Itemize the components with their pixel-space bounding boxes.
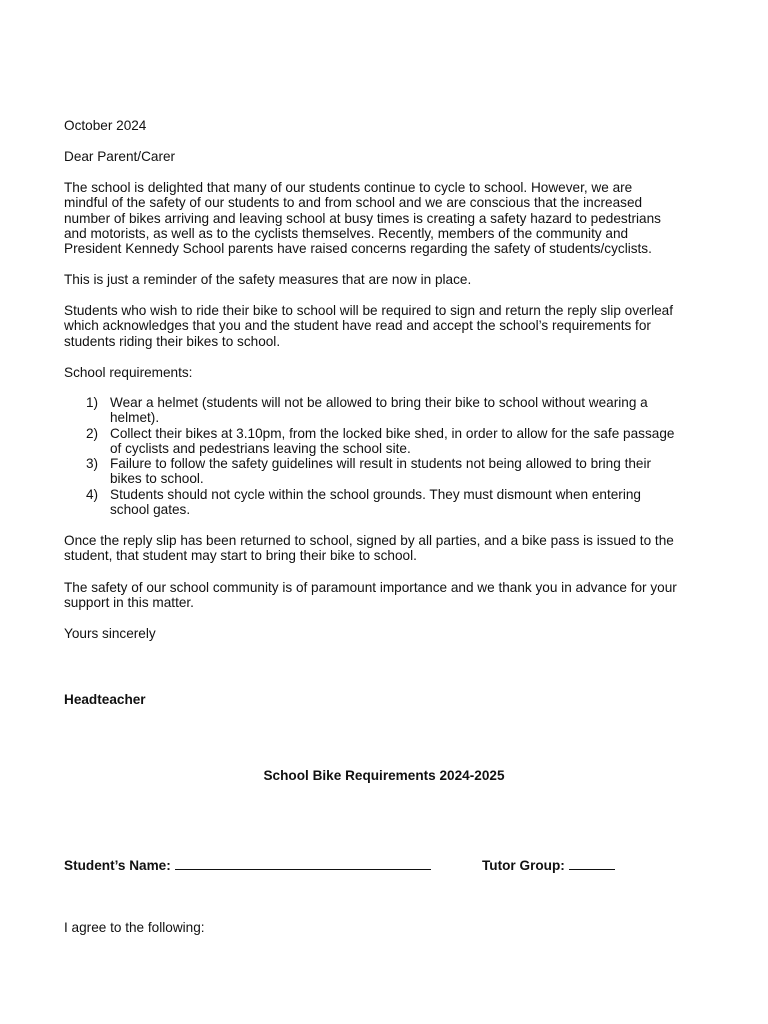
requirements-list <box>64 395 714 517</box>
text-line: student, that student may start to bring their bike to school. <box>64 548 417 564</box>
form-title: School Bike Requirements 2024-2025 <box>263 768 505 783</box>
paragraph-reply-slip <box>64 303 714 349</box>
text-line: Students who wish to ride their bike to school will be required to sign and return the reply slip overleaf <box>64 303 674 318</box>
list-number: 1) <box>86 395 99 410</box>
list-item <box>64 487 714 518</box>
text-line: Collect their bikes at 3.10pm, from the locked bike shed, in order to allow for the safe passage <box>110 425 675 441</box>
text-line: Failure to follow the safety guidelines will result in students not being allowed to bring their <box>110 456 652 472</box>
list-item <box>64 426 714 457</box>
list-item <box>64 456 714 487</box>
paragraph-safety-concerns <box>64 180 714 256</box>
paragraph-bike-pass <box>64 533 714 564</box>
text-line: students riding their bikes to school. <box>64 333 281 349</box>
student-details-row <box>64 858 714 873</box>
student-name-label: Student’s Name: <box>64 858 171 873</box>
text-line: number of bikes arriving and leaving school at busy times is creating a safety hazard to pedestrians <box>64 210 661 226</box>
tutor-group-field[interactable] <box>569 858 615 870</box>
tutor-group-label: Tutor Group: <box>482 858 565 873</box>
closing: Yours sincerely <box>64 626 156 641</box>
paragraph-reminder: This is just a reminder of the safety measures that are now in place. <box>64 272 472 287</box>
list-number: 4) <box>86 486 99 502</box>
text-line: helmet). <box>110 410 160 426</box>
salutation: Dear Parent/Carer <box>64 149 176 164</box>
text-line: The school is delighted that many of our students continue to cycle to school. However, we are <box>64 180 633 195</box>
text-line: mindful of the safety of our students to and from school and we are conscious that the increased <box>64 195 643 211</box>
list-item <box>64 395 714 426</box>
requirements-heading: School requirements: <box>64 365 193 380</box>
text-line: of cyclists and pedestrians leaving the school site. <box>110 440 411 456</box>
text-line: Students should not cycle within the school grounds. They must dismount when entering <box>110 486 641 502</box>
text-line: The safety of our school community is of paramount importance and we thank you in advance for your <box>64 580 677 595</box>
text-line: Wear a helmet (students will not be allowed to bring their bike to school without wearing a <box>110 395 648 410</box>
agree-statement: I agree to the following: <box>64 920 205 935</box>
list-number: 3) <box>86 456 99 472</box>
text-line: Once the reply slip has been returned to school, signed by all parties, and a bike pass is issued to the <box>64 533 674 548</box>
text-line: President Kennedy School parents have raised concerns regarding the safety of students/cyclists. <box>64 241 652 257</box>
text-line: support in this matter. <box>64 595 194 611</box>
text-line: which acknowledges that you and the student have read and accept the school’s requirements for <box>64 318 651 334</box>
tutor-group <box>482 858 615 873</box>
letter-date: October 2024 <box>64 118 147 133</box>
text-line: school gates. <box>110 502 191 518</box>
list-number: 2) <box>86 425 99 441</box>
student-name-field[interactable] <box>175 858 431 870</box>
paragraph-thanks <box>64 580 714 611</box>
text-line: and motorists, as well as to the cyclists themselves. Recently, members of the community and <box>64 225 629 241</box>
text-line: bikes to school. <box>110 471 204 487</box>
signatory: Headteacher <box>64 692 146 707</box>
